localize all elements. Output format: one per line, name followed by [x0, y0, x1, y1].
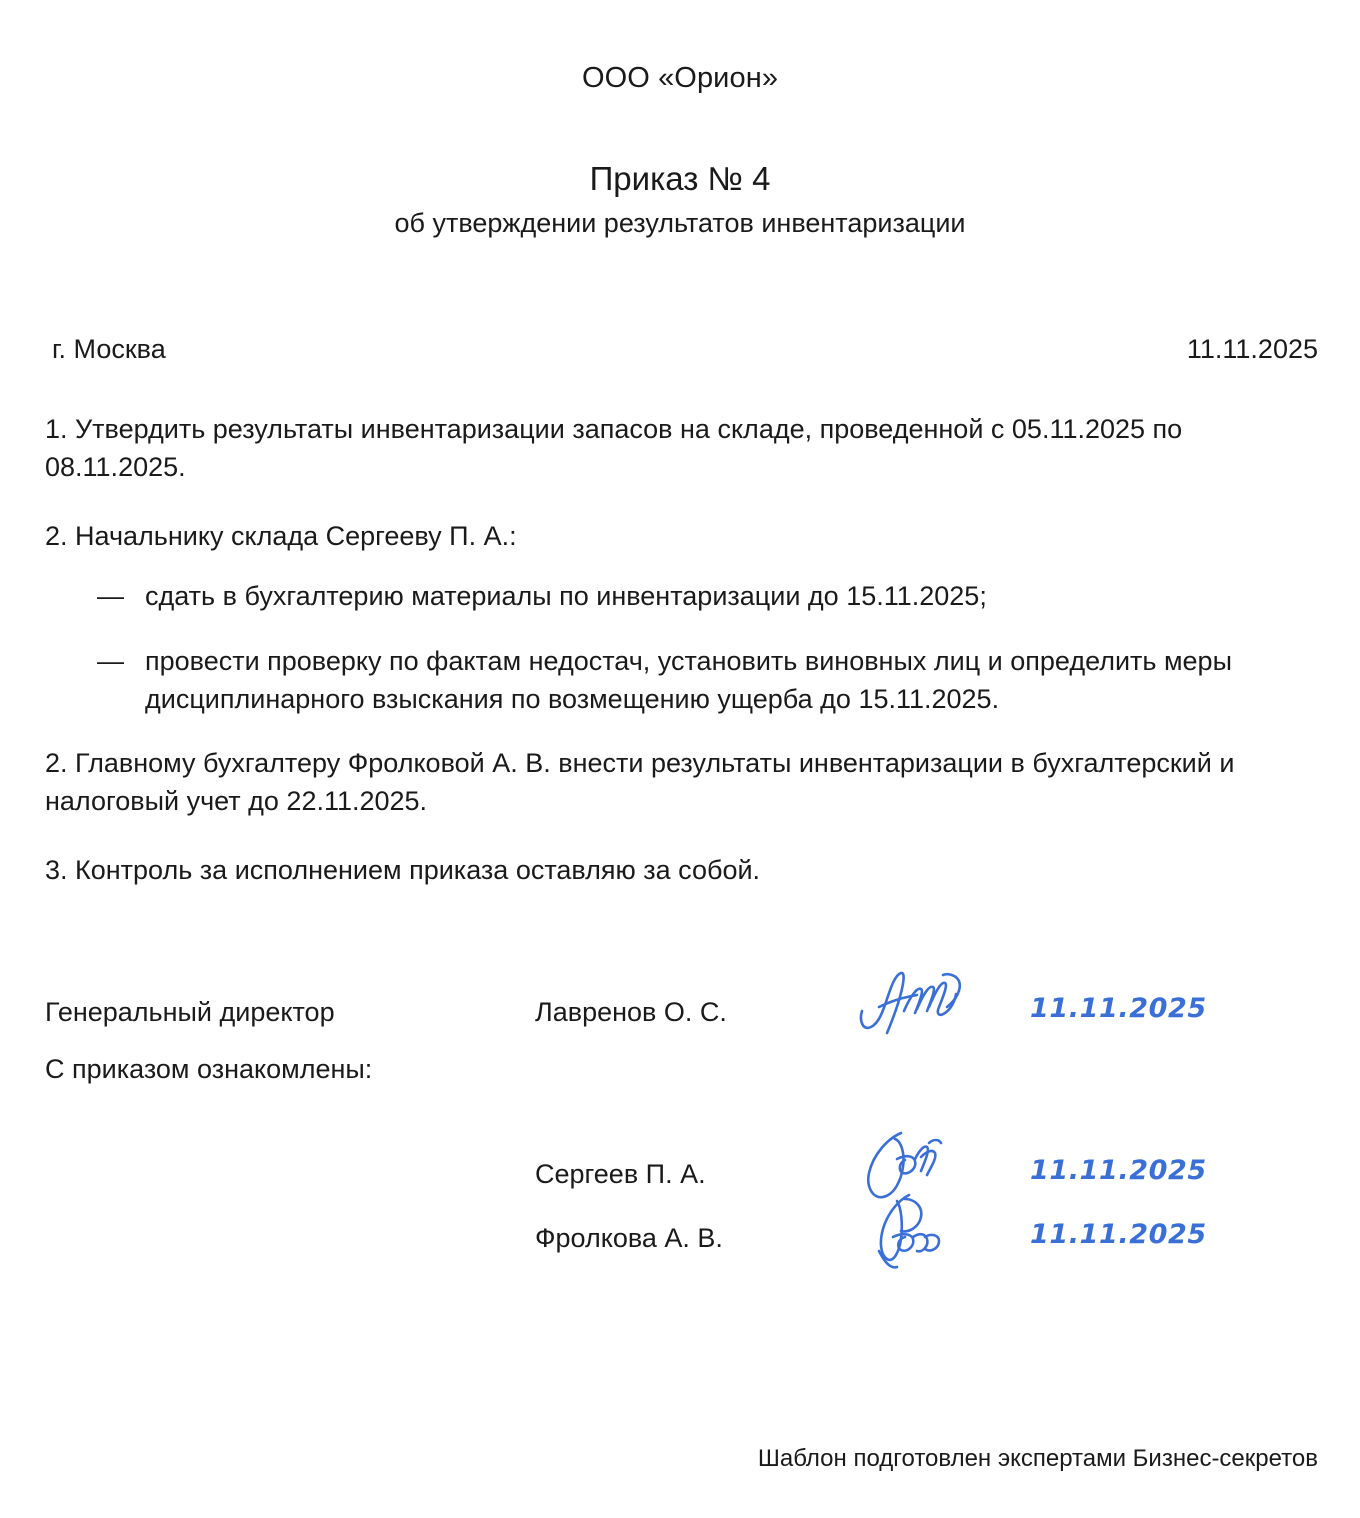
list-item-text: провести проверку по фактам недостач, установить виновных лиц и определить меры дисциплинарного взыскания по возмещению ущерба до 15.11.2025. [145, 646, 1232, 714]
signature-date: 11.11.2025 [1030, 993, 1207, 1024]
instruction-list [45, 577, 1318, 718]
document-date: 11.11.2025 [1186, 334, 1318, 364]
signatory-name: Сергеев П. А. [535, 1159, 706, 1189]
footer-note: Шаблон подготовлен экспертами Бизнес-секретов [757, 1445, 1318, 1472]
paragraph-item-3: 3. Контроль за исполнением приказа оставляю за собой. [45, 855, 761, 885]
signatory-name: Лавренов О. С. [535, 997, 727, 1027]
signatory-role: Генеральный директор [45, 997, 335, 1027]
paragraph-item-2-intro: 2. Начальнику склада Сергееву П. А.: [45, 521, 517, 551]
organization-name: ООО «Орион» [581, 62, 779, 94]
signature-row-sergeev [45, 1157, 1318, 1209]
signature-row-director [45, 995, 1318, 1047]
paragraph-item-2b: 2. Главному бухгалтеру Фролковой А. В. внести результаты инвентаризации в бухгалтерский и налоговый учет до 22.11.2025. [45, 748, 1235, 816]
document-body [45, 410, 1318, 920]
signature-block [45, 995, 1318, 1273]
page-title: Приказ № 4 [589, 160, 771, 197]
list-item [45, 577, 1318, 615]
document-subtitle: об утверждении результатов инвентаризации [394, 208, 966, 238]
dash-bullet-icon: — [97, 646, 124, 676]
place-date-row [45, 332, 1318, 366]
signatory-name: Фролкова А. В. [535, 1223, 723, 1253]
paragraph-item-1: 1. Утвердить результаты инвентаризации запасов на складе, проведенной с 05.11.2025 по 08.11.2025. [45, 414, 1183, 482]
list-item-text: сдать в бухгалтерию материалы по инвентаризации до 15.11.2025; [145, 581, 987, 611]
signature-date: 11.11.2025 [1030, 1155, 1207, 1186]
acknowledgement-label: С приказом ознакомлены: [45, 1054, 373, 1084]
signature-date: 11.11.2025 [1030, 1219, 1207, 1250]
signature-row-frolkova [45, 1221, 1318, 1273]
list-item [45, 642, 1318, 718]
dash-bullet-icon: — [97, 581, 124, 611]
signature-frolkova-icon [857, 1193, 977, 1271]
signature-lavrenov-icon [857, 967, 977, 1045]
city-label: г. Москва [52, 334, 166, 364]
